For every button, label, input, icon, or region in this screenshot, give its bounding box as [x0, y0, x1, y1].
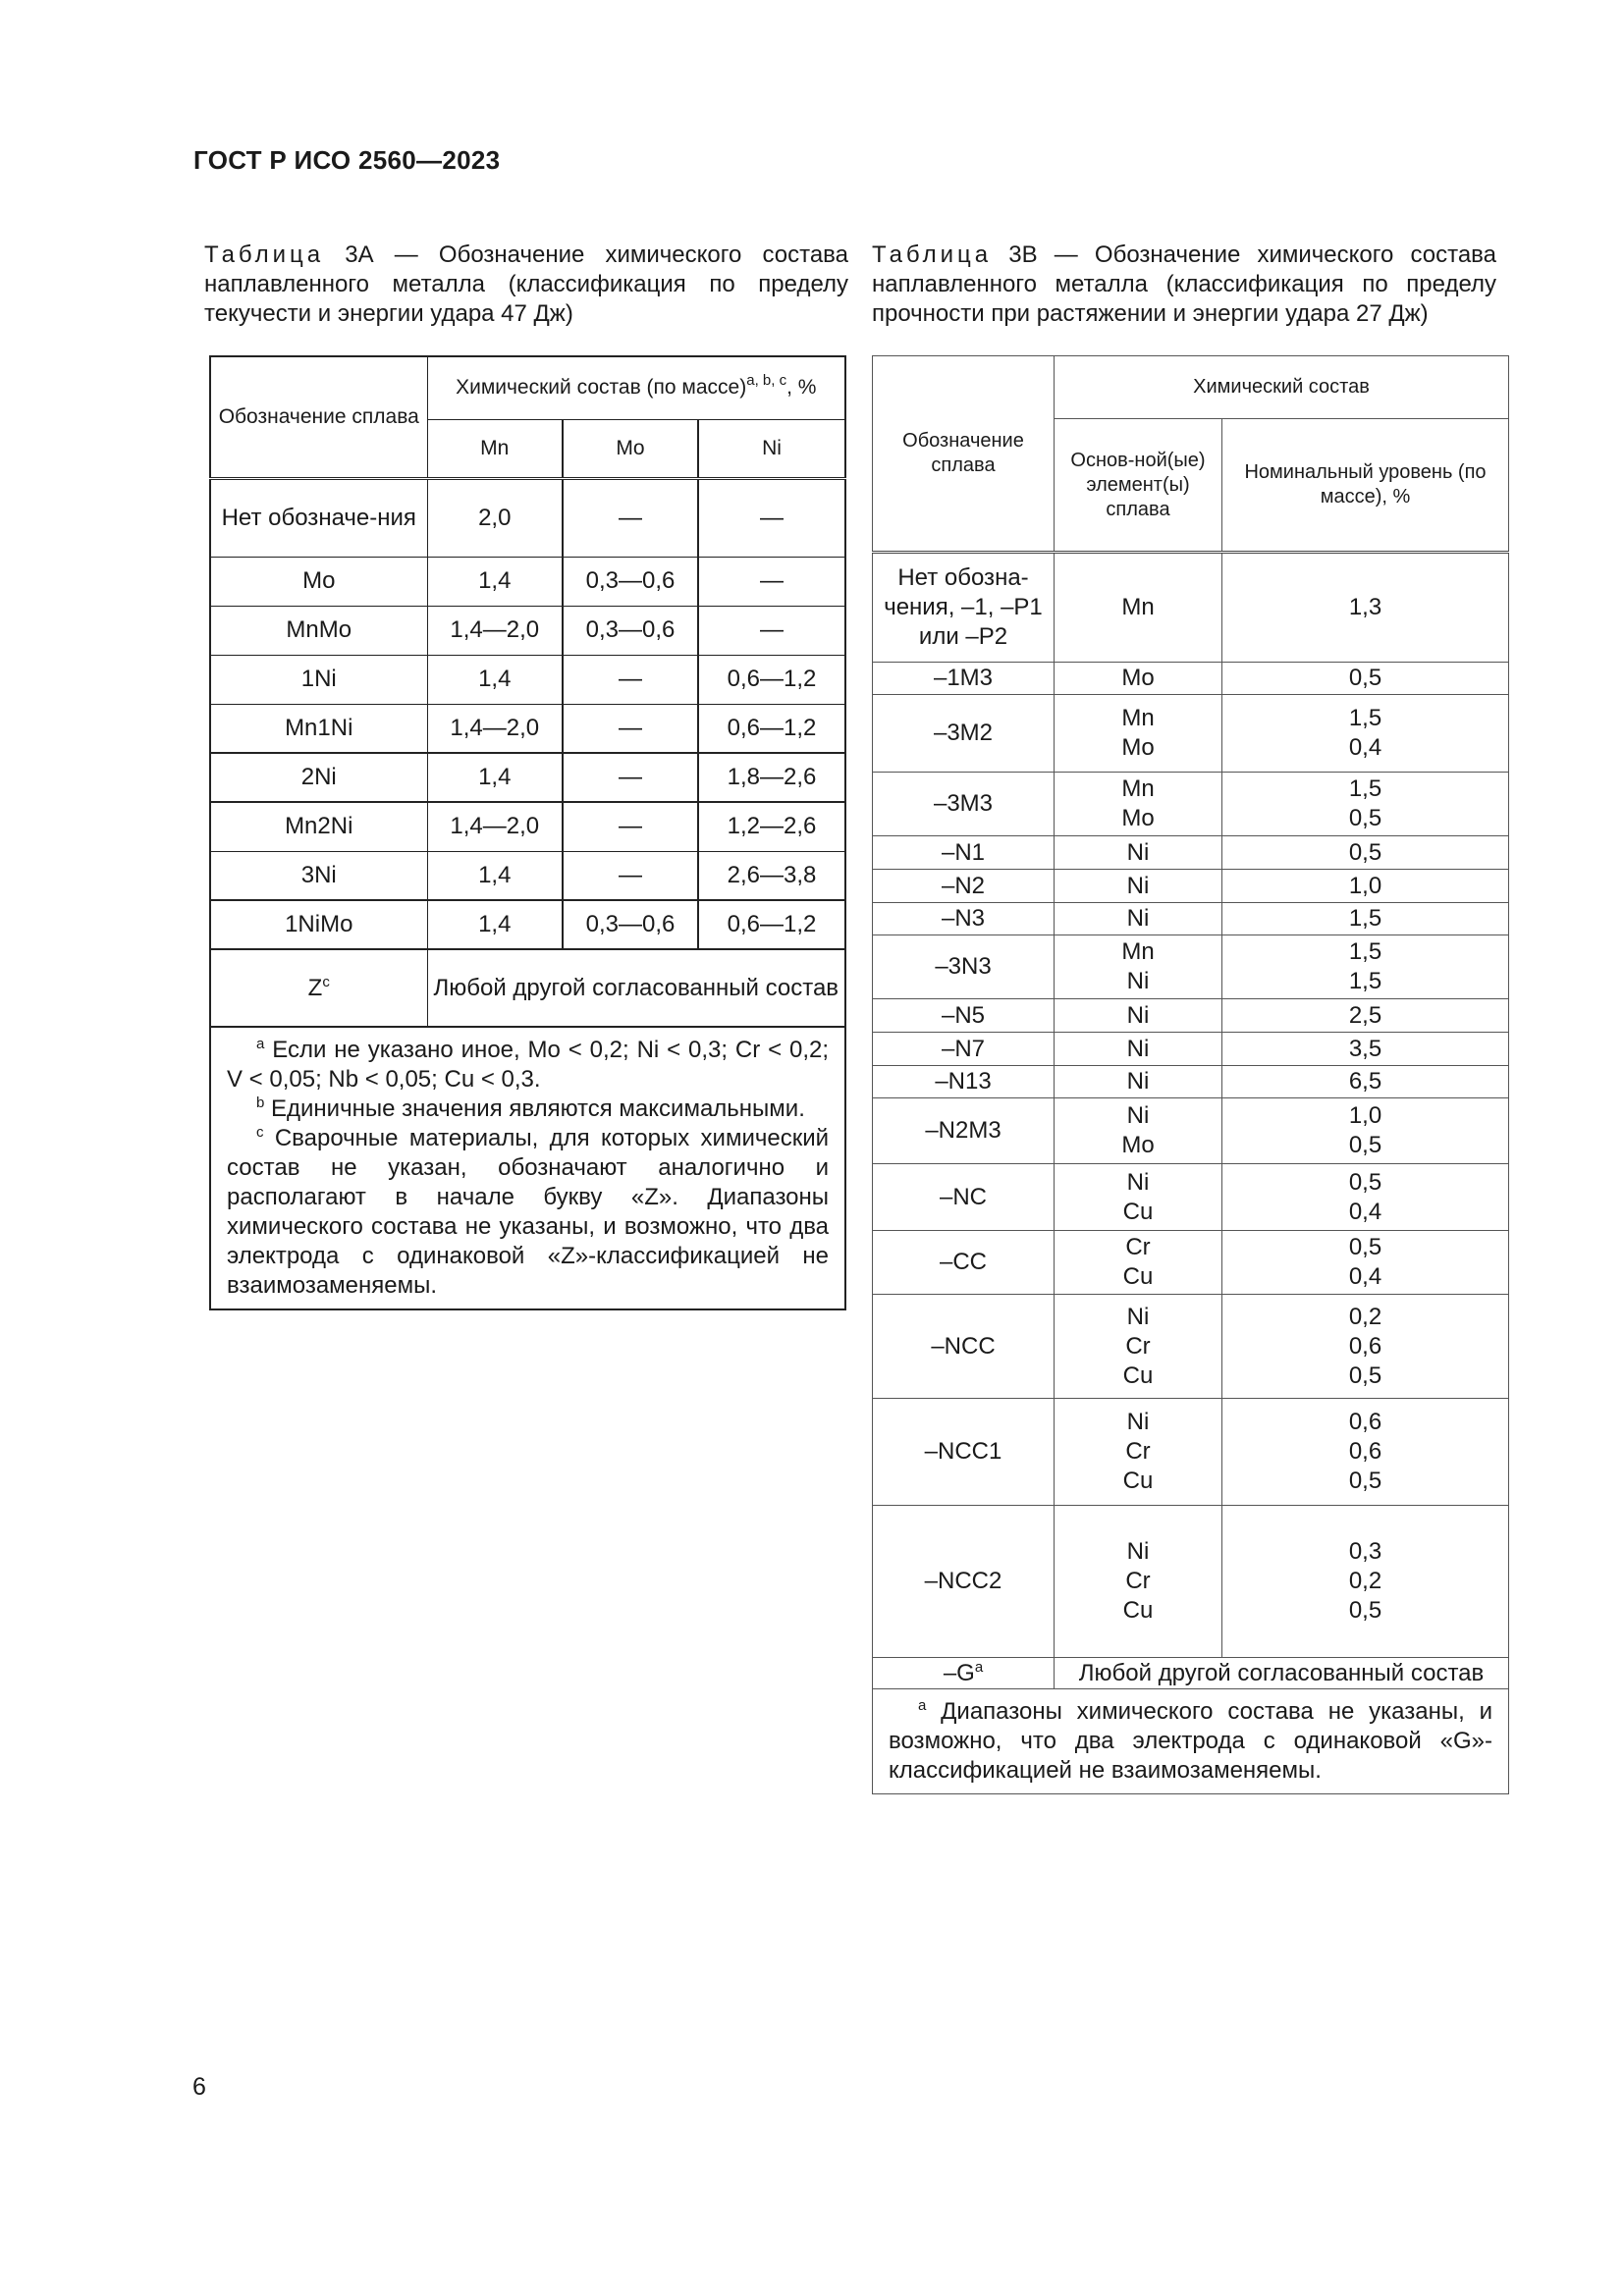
- cell-designation: –3M3: [873, 773, 1055, 836]
- cell-designation: –CC: [873, 1231, 1055, 1295]
- cell-levels: 1,3: [1222, 553, 1509, 663]
- z-label: Z: [307, 974, 323, 1001]
- cell-ni: —: [698, 478, 845, 557]
- cell-mn: 1,4—2,0: [427, 606, 563, 655]
- table-row: [873, 1295, 1509, 1399]
- header-mn: Mn: [427, 419, 563, 478]
- table-row: [873, 836, 1509, 870]
- cell-designation: MnMo: [210, 606, 427, 655]
- cell-elements: Ni: [1055, 1066, 1222, 1098]
- table-row: [873, 1066, 1509, 1098]
- cell-levels: 6,5: [1222, 1066, 1509, 1098]
- cell-levels: 1,5 0,5: [1222, 773, 1509, 836]
- table-row: [210, 851, 845, 900]
- cell-levels: 1,5 1,5: [1222, 935, 1509, 999]
- caption-text: 3В — Обозначение химического состава наплавленного металла (классификация по пределу прочности при растяжении и энергии удара 27 Дж): [872, 241, 1496, 327]
- cell-levels: 1,5: [1222, 903, 1509, 935]
- cell-designation: Mn1Ni: [210, 704, 427, 753]
- table-3a: [209, 355, 846, 1310]
- footnote-c: [227, 1124, 829, 1301]
- table-row: [873, 553, 1509, 663]
- table-row: [210, 478, 845, 557]
- composition-label: Химический состав (по массе): [456, 376, 747, 400]
- cell-mn: 1,4: [427, 753, 563, 802]
- table-row: [873, 1231, 1509, 1295]
- caption-word: Таблица: [872, 241, 993, 268]
- cell-designation: –N2: [873, 870, 1055, 903]
- cell-designation: 3Ni: [210, 851, 427, 900]
- footnote-text: Единичные значения являются максимальными.: [264, 1095, 805, 1122]
- table-row: [873, 1098, 1509, 1164]
- header-mo: Mo: [563, 419, 698, 478]
- cell-levels: 1,0 0,5: [1222, 1098, 1509, 1164]
- table-row: [873, 935, 1509, 999]
- table-row: [873, 903, 1509, 935]
- table-row: [873, 1033, 1509, 1066]
- cell-designation: 1NiMo: [210, 900, 427, 949]
- table-3b-caption: [872, 240, 1496, 329]
- cell-mo: 0,3—0,6: [563, 900, 698, 949]
- table-row: [210, 753, 845, 802]
- footnote-mark: b: [256, 1095, 265, 1111]
- cell-elements: Cr Cu: [1055, 1231, 1222, 1295]
- cell-mn: 1,4—2,0: [427, 802, 563, 851]
- cell-elements: Ni: [1055, 903, 1222, 935]
- header-composition: Химический состав: [1055, 356, 1509, 419]
- cell-ni: —: [698, 606, 845, 655]
- z-description: Любой другой согласованный состав: [427, 949, 845, 1027]
- g-footnote-mark: a: [974, 1658, 984, 1676]
- z-footnote-mark: c: [322, 973, 330, 990]
- cell-mo: 0,3—0,6: [563, 606, 698, 655]
- cell-levels: 1,5 0,4: [1222, 695, 1509, 773]
- cell-designation: –N7: [873, 1033, 1055, 1066]
- cell-designation: –N3: [873, 903, 1055, 935]
- cell-levels: 0,5: [1222, 663, 1509, 695]
- cell-ni: —: [698, 557, 845, 606]
- cell-designation: Mn2Ni: [210, 802, 427, 851]
- cell-designation: –NCC: [873, 1295, 1055, 1399]
- cell-elements: Ni Mo: [1055, 1098, 1222, 1164]
- composition-unit: , %: [786, 376, 817, 400]
- footnote-a: [227, 1036, 829, 1095]
- table-row: [210, 655, 845, 704]
- cell-designation: Mo: [210, 557, 427, 606]
- cell-levels: 3,5: [1222, 1033, 1509, 1066]
- cell-mn: 1,4—2,0: [427, 704, 563, 753]
- table-row: [873, 1506, 1509, 1658]
- table-row: [873, 870, 1509, 903]
- table-row: [873, 1164, 1509, 1231]
- header-nominal-level: Номинальный уровень (по массе), %: [1222, 419, 1509, 553]
- table-row: [873, 1399, 1509, 1506]
- cell-levels: 1,0: [1222, 870, 1509, 903]
- cell-designation: –N2M3: [873, 1098, 1055, 1164]
- cell-mn: 1,4: [427, 851, 563, 900]
- cell-elements: Ni Cr Cu: [1055, 1399, 1222, 1506]
- cell-designation: Нет обозна-чения, –1, –P1 или –P2: [873, 553, 1055, 663]
- footnote-mark: a: [256, 1036, 265, 1052]
- cell-levels: 0,2 0,6 0,5: [1222, 1295, 1509, 1399]
- cell-mn: 1,4: [427, 557, 563, 606]
- composition-footnote-marks: a, b, c: [746, 372, 787, 390]
- cell-levels: 2,5: [1222, 999, 1509, 1033]
- cell-mo: —: [563, 478, 698, 557]
- table-3a-caption: [204, 240, 848, 329]
- table-row: [210, 704, 845, 753]
- cell-ni: 0,6—1,2: [698, 704, 845, 753]
- z-designation: [210, 949, 427, 1027]
- cell-designation: –N5: [873, 999, 1055, 1033]
- cell-mn: 2,0: [427, 478, 563, 557]
- cell-designation: 2Ni: [210, 753, 427, 802]
- footnote-mark: c: [256, 1124, 264, 1141]
- table-row: [210, 802, 845, 851]
- cell-mn: 1,4: [427, 900, 563, 949]
- cell-levels: 0,5: [1222, 836, 1509, 870]
- table-3b-footnote: [873, 1689, 1509, 1794]
- cell-elements: Mn Ni: [1055, 935, 1222, 999]
- cell-elements: Ni: [1055, 870, 1222, 903]
- cell-designation: 1Ni: [210, 655, 427, 704]
- cell-designation: –N1: [873, 836, 1055, 870]
- footnote-a: [889, 1697, 1492, 1786]
- footnote-mark: a: [918, 1697, 927, 1714]
- cell-designation: –3N3: [873, 935, 1055, 999]
- cell-mn: 1,4: [427, 655, 563, 704]
- cell-elements: Ni Cu: [1055, 1164, 1222, 1231]
- g-label: –G: [943, 1659, 975, 1686]
- table-row: [873, 663, 1509, 695]
- cell-elements: Mn Mo: [1055, 773, 1222, 836]
- table-3a-body: [210, 478, 845, 949]
- cell-elements: Ni: [1055, 999, 1222, 1033]
- cell-elements: Ni: [1055, 836, 1222, 870]
- cell-elements: Ni: [1055, 1033, 1222, 1066]
- page-number: 6: [192, 2073, 206, 2101]
- cell-ni: 1,8—2,6: [698, 753, 845, 802]
- cell-elements: Mn Mo: [1055, 695, 1222, 773]
- header-composition: [427, 356, 845, 419]
- table-row: [873, 695, 1509, 773]
- cell-mo: —: [563, 802, 698, 851]
- cell-designation: –NC: [873, 1164, 1055, 1231]
- cell-levels: 0,5 0,4: [1222, 1231, 1509, 1295]
- footnote-text: Сварочные материалы, для которых химический состав не указан, обозначают аналогично и располагают в начале букву «Z». Диапазоны химического состава не указаны, и возможно, что два электрода с одинаковой «Z»-классификацией не взаимозаменяемы.: [227, 1125, 830, 1299]
- cell-designation: Нет обозначе-ния: [210, 478, 427, 557]
- cell-ni: 0,6—1,2: [698, 900, 845, 949]
- table-3a-footnotes: [210, 1027, 845, 1309]
- cell-ni: 0,6—1,2: [698, 655, 845, 704]
- g-description: Любой другой согласованный состав: [1055, 1658, 1509, 1689]
- cell-mo: 0,3—0,6: [563, 557, 698, 606]
- document-header: ГОСТ Р ИСО 2560—2023: [193, 145, 501, 175]
- cell-elements: Ni Cr Cu: [1055, 1506, 1222, 1658]
- footnote-text: Диапазоны химического состава не указаны, и возможно, что два электрода с одинаковой «G»-классификацией не взаимозаменяемы.: [889, 1698, 1493, 1784]
- table-3b-body: [873, 553, 1509, 1658]
- cell-levels: 0,6 0,6 0,5: [1222, 1399, 1509, 1506]
- footnote-text: Если не указано иное, Mo < 0,2; Ni < 0,3; Cr < 0,2; V < 0,05; Nb < 0,05; Cu < 0,3.: [227, 1037, 830, 1093]
- cell-mo: —: [563, 704, 698, 753]
- header-base-elements: Основ-ной(ые) элемент(ы) сплава: [1055, 419, 1222, 553]
- g-designation: [873, 1658, 1055, 1689]
- cell-levels: 0,5 0,4: [1222, 1164, 1509, 1231]
- cell-designation: –1M3: [873, 663, 1055, 695]
- cell-ni: 1,2—2,6: [698, 802, 845, 851]
- header-designation: Обозначение сплава: [873, 356, 1055, 553]
- cell-designation: –NCC2: [873, 1506, 1055, 1658]
- cell-levels: 0,3 0,2 0,5: [1222, 1506, 1509, 1658]
- caption-text: 3А — Обозначение химического состава наплавленного металла (классификация по пределу текучести и энергии удара 47 Дж): [204, 241, 848, 327]
- cell-designation: –N13: [873, 1066, 1055, 1098]
- table-3b: [872, 355, 1509, 1794]
- cell-mo: —: [563, 655, 698, 704]
- table-row: [873, 999, 1509, 1033]
- cell-elements: Ni Cr Cu: [1055, 1295, 1222, 1399]
- cell-ni: 2,6—3,8: [698, 851, 845, 900]
- cell-elements: Mn: [1055, 553, 1222, 663]
- header-ni: Ni: [698, 419, 845, 478]
- cell-elements: Mo: [1055, 663, 1222, 695]
- cell-designation: –3M2: [873, 695, 1055, 773]
- cell-designation: –NCC1: [873, 1399, 1055, 1506]
- cell-mo: —: [563, 753, 698, 802]
- table-row: [210, 900, 845, 949]
- header-designation: Обозначение сплава: [210, 356, 427, 478]
- cell-mo: —: [563, 851, 698, 900]
- table-row: [873, 773, 1509, 836]
- caption-word: Таблица: [204, 241, 325, 268]
- table-row: [210, 557, 845, 606]
- table-row: [210, 606, 845, 655]
- footnote-b: [227, 1095, 829, 1124]
